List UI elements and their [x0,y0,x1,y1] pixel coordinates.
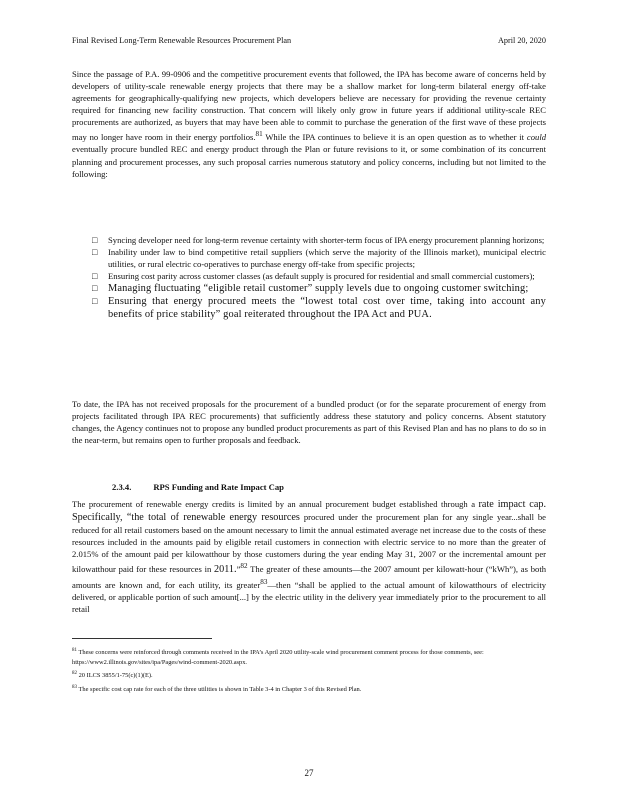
list-item [92,234,546,246]
header-title: Final Revised Long-Term Renewable Resources Procurement Plan [72,36,292,45]
paragraph-text: —then “shall be applied to the actual amount of kilowatthours of electricity delivered, or applicable portion of such amount[...] by the electric utility in the delivery year immediately prior to the procurement to all retail [72,580,546,615]
footnote-ref[interactable]: 83 [260,578,268,587]
checkbox-bullet-icon: □ [92,235,98,245]
list-item-text: Managing fluctuating “eligible retail customer” supply levels due to ongoing customer switching; [108,283,529,295]
footnote-divider [72,638,212,639]
paragraph-text: rate impact cap. Specifically, “the total of renewable energy resources [72,499,546,524]
footnote-number: 83 [72,685,77,691]
checkbox-bullet-icon: □ [92,283,98,294]
paragraph-text: The procurement of renewable energy credits is limited by an annual procurement budget established through a [72,499,479,509]
list-item-text: Syncing developer need for long-term revenue certainty with shorter-term focus of IPA energy procurement planning horizons; [108,235,545,245]
footnote-ref[interactable]: 82 [240,562,248,571]
paragraph-text: Since the passage of P.A. 99-0906 and the competitive procurement events that followed, the IPA has become aware of concerns held by developers of utility-scale renewable energy projects that there may be a shallow market for long-term bilateral energy off-take agreements for geographically-qualifying new projects, which developers believe are necessary for providing the revenue certainty required for financing new facility construction. That concern will likely only grow in future years if additional utility-scale REC procurements are authorized, as buyers that may have been able to commit to purchase the generation of the first wave of these projects may no longer have room in their energy portfolios. [72,69,546,143]
checkbox-bullet-icon: □ [92,271,98,282]
list-item-text: Ensuring cost parity across customer classes (as default supply is procured for residential and small commercial customers); [108,271,535,282]
footnote-number: 81 [72,648,77,653]
paragraph-developer-concerns [72,68,546,180]
italic-word: could [526,132,546,143]
footnote-text[interactable]: These concerns were reinforced through comments received in the IPA’s April 2020 utility-scale wind procurement comment process for those comments, see: https://www2.illinois.gov/sites/ipa/Pages/wind-comment-2020.aspx. [72,649,484,666]
concerns-list [92,234,546,321]
footnote-ref[interactable]: 81 [255,130,263,139]
footnote-text: The specific cost cap rate for each of the three utilities is shown in Table 3-4 in Chapter 3 of this Revised Plan. [78,686,362,694]
list-item-text: Ensuring that energy procured meets the “lowest total cost over time, taking into account any benefits of price stability” goal reiterated throughout the IPA Act and PUA. [108,296,546,321]
paragraph-bundled-product: To date, the IPA has not received proposals for the procurement of a bundled product (or for the separate procurement of energy from projects facilitated through IPA REC procurements) that sufficiently address these statutory and policy concerns. Absent statutory changes, the Agency continues not to propose any bundled product procurements as part of this Revised Plan and has no plans to do so in the near-term, but remains open to further proposals and feedback. [72,399,546,446]
section-title: RPS Funding and Rate Impact Cap [153,482,284,492]
paragraph-rate-impact-cap: The procurement of renewable energy credits is limited by an annual procurement budget established through a rate impact cap. Specifically, “the total of renewable energy resources procured under the procurement plan for any single year...shall be reduced for all retail customers based on the amount necessary to limit the annual estimated average net increase due to the costs of these resources included in the amounts paid by eligible retail customers in connection with electric service to no more than the greater of 2.015% of the amount paid per kilowatthour by those customers during the year ending May 31, 2007 or the incremental amount per kilowatthour paid for these resources in 2011.”$^{82}$ The greater of these amounts—the 2007 amount per kilowatt-hour (“kWh”), as both amounts are known and, for each utility, its greater$^{83}$—then “shall be applied to the actual amount of kilowatthours of electricity delivered, or applicable portion of such amount[...] by the electric utility in the delivery year immediately prior to the procurement to all retail [72,499,546,615]
section-number: 2.3.4. [112,482,132,492]
footnote [72,646,546,667]
list-item [92,270,546,282]
header-date: April 20, 2020 [498,36,546,45]
footnote-number: 82 [72,671,77,677]
footnote [72,683,546,695]
paragraph-text: While the IPA continues to believe it is an open question as to whether it [262,132,525,143]
paragraph-text: The greater of these amounts—the 2007 amount per kilowatt-hour (“kWh”), as both amounts are known and, for each utility, its greater [72,564,546,591]
checkbox-bullet-icon: □ [92,247,98,258]
page-header [72,36,546,48]
checkbox-bullet-icon: □ [92,296,98,307]
list-item [92,295,546,321]
paragraph-text: procured under the procurement plan for any single year...shall be reduced for all retail customers based on the amount necessary to limit the annual estimated average net increase due to the costs of these resources included in the amounts paid by eligible retail customers in connection with electric service to no more than the greater of 2.015% of the amount paid per kilowatthour by those customers during the year ending May 31, 2007 or the incremental amount per kilowatthour paid for these resources in [72,512,546,575]
footnote [72,669,546,681]
footnote-text: 20 ILCS 3855/1-75(c)(1)(E). [78,672,153,680]
list-item [92,282,546,295]
paragraph-text: eventually procure bundled REC and energy product through the Plan or future revisions to it, or some combination of its concurrent planning and procurement processes, any such proposal carries numerous statutory and policy concerns, including but not limited to the following: [72,144,546,179]
list-item [92,246,546,270]
paragraph-text: 2011. [214,564,237,576]
section-heading [112,482,306,492]
list-item-text: Inability under law to bind competitive retail suppliers (which serve the majority of the Illinois market), municipal electric utilities, or rural electric co-operatives to purchase energy off-take from specific projects; [108,247,546,270]
footnotes [72,646,546,697]
page-number: 27 [304,768,314,778]
